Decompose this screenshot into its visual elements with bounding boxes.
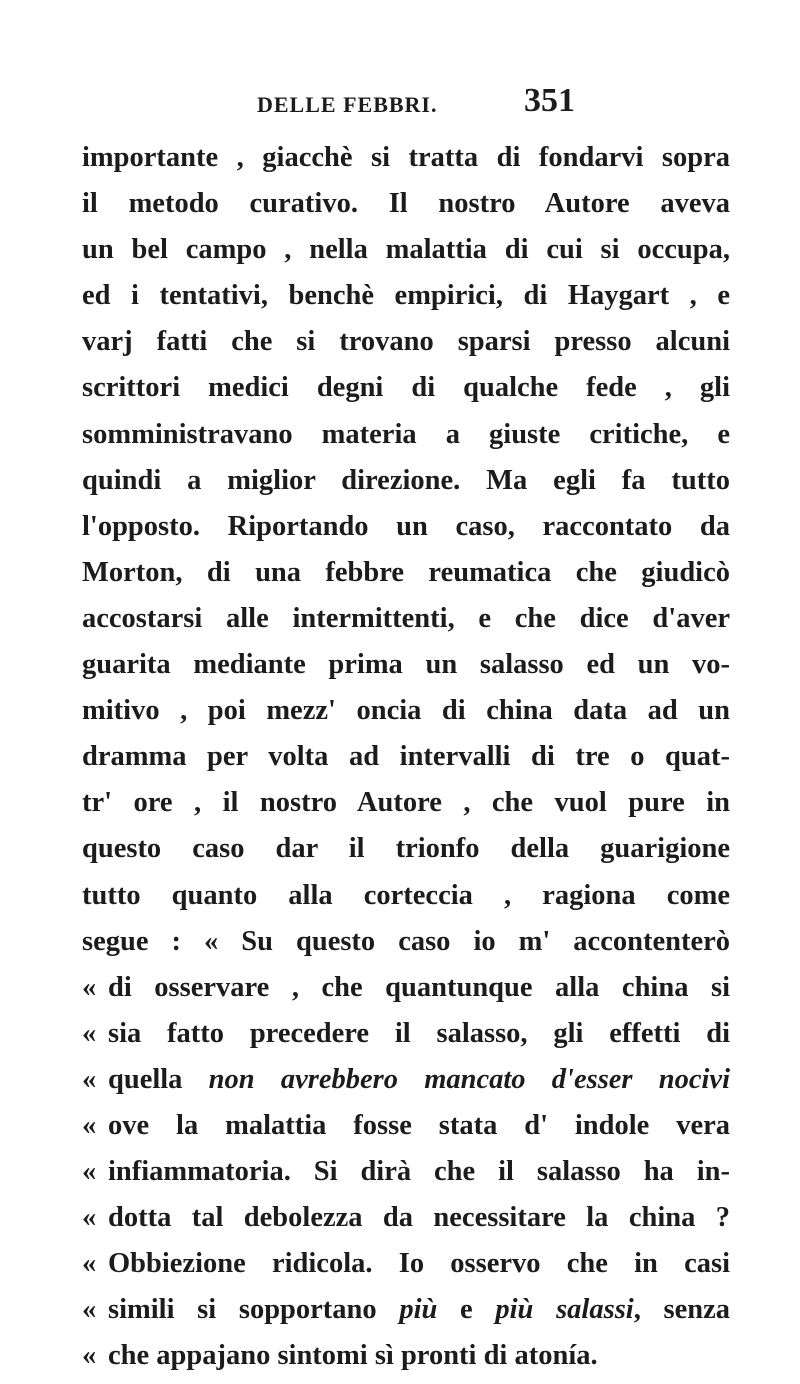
- italic-text: più: [399, 1294, 438, 1326]
- quoted-text-line: [82, 1241, 730, 1287]
- guillemet-mark: «: [82, 1294, 97, 1326]
- text-run: Obbiezione ridicola. Io osservo che in casi: [108, 1248, 730, 1280]
- text-line: questo caso dar il trionfo della guarigione: [82, 833, 730, 865]
- text-line: un bel campo , nella malattia di cui si occupa,: [82, 234, 730, 266]
- text-line: dramma per volta ad intervalli di tre o quat-: [82, 741, 730, 773]
- guillemet-mark: «: [82, 1017, 97, 1049]
- text-line: tutto quanto alla corteccia , ragiona come: [82, 879, 730, 911]
- quoted-text-line: [82, 1195, 730, 1241]
- text-line: ed i tentativi, benchè empirici, di Haygart , e: [82, 280, 730, 312]
- text-line: guarita mediante prima un salasso ed un vo-: [82, 649, 730, 681]
- quoted-text-line: [82, 965, 730, 1011]
- guillemet-mark: «: [82, 1156, 97, 1188]
- text-run: che appajano sintomi sì pronti di atonía.: [108, 1340, 598, 1372]
- text-run: dotta tal debolezza da necessitare la china ?: [108, 1202, 730, 1234]
- quoted-text-line: [82, 1011, 730, 1057]
- text-line: varj fatti che si trovano sparsi presso alcuni: [82, 326, 730, 358]
- quoted-text-line: [82, 1333, 730, 1379]
- text-line: quindi a miglior direzione. Ma egli fa tutto: [82, 464, 730, 496]
- text-run: infiammatoria. Si dirà che il salasso ha in-: [108, 1156, 730, 1188]
- guillemet-mark: «: [82, 971, 97, 1003]
- text-run: simili si sopportano: [108, 1294, 400, 1326]
- text-line: tr' ore , il nostro Autore , che vuol pure in: [82, 787, 730, 819]
- quoted-text-line: [82, 1287, 730, 1333]
- text-line: l'opposto. Riportando un caso, raccontato da: [82, 510, 730, 542]
- guillemet-mark: «: [82, 1109, 97, 1141]
- text-line: accostarsi alle intermittenti, e che dice d'aver: [82, 602, 730, 634]
- quoted-passage: [82, 965, 730, 1380]
- text-run: di osservare , che quantunque alla china si: [108, 971, 730, 1003]
- running-title: DELLE FEBBRI.: [257, 92, 438, 117]
- text-line: Morton, di una febbre reumatica che giudicò: [82, 556, 730, 588]
- body-text: [82, 135, 730, 1380]
- guillemet-mark: «: [82, 1340, 97, 1372]
- quoted-text-line: [82, 1149, 730, 1195]
- italic-text: più salassi: [495, 1294, 634, 1326]
- italic-text: non avrebbero mancato d'esser nocivi: [208, 1063, 730, 1095]
- text-line: somministravano materia a giuste critiche, e: [82, 418, 730, 450]
- text-line: scrittori medici degni di qualche fede , gli: [82, 372, 730, 404]
- text-line: il metodo curativo. Il nostro Autore aveva: [82, 188, 730, 220]
- guillemet-mark: «: [82, 1063, 97, 1095]
- text-line: mitivo , poi mezz' oncia di china data ad un: [82, 695, 730, 727]
- text-line: importante , giacchè si tratta di fondarvi sopra: [82, 142, 730, 173]
- text-run: , senza: [633, 1294, 730, 1326]
- text-run: sia fatto precedere il salasso, gli effetti di: [108, 1017, 730, 1049]
- quoted-text-line: [82, 1103, 730, 1149]
- guillemet-mark: «: [82, 1202, 97, 1234]
- page-header: [80, 82, 780, 136]
- page-number: 351: [524, 82, 575, 119]
- guillemet-mark: «: [82, 1248, 97, 1280]
- quoted-text-line: [82, 1057, 730, 1103]
- text-run: quella: [108, 1063, 209, 1095]
- text-line: segue : « Su questo caso io m' accontenterò: [82, 925, 730, 957]
- text-run: ove la malattia fosse stata d' indole vera: [108, 1109, 730, 1141]
- text-run: e: [437, 1294, 496, 1326]
